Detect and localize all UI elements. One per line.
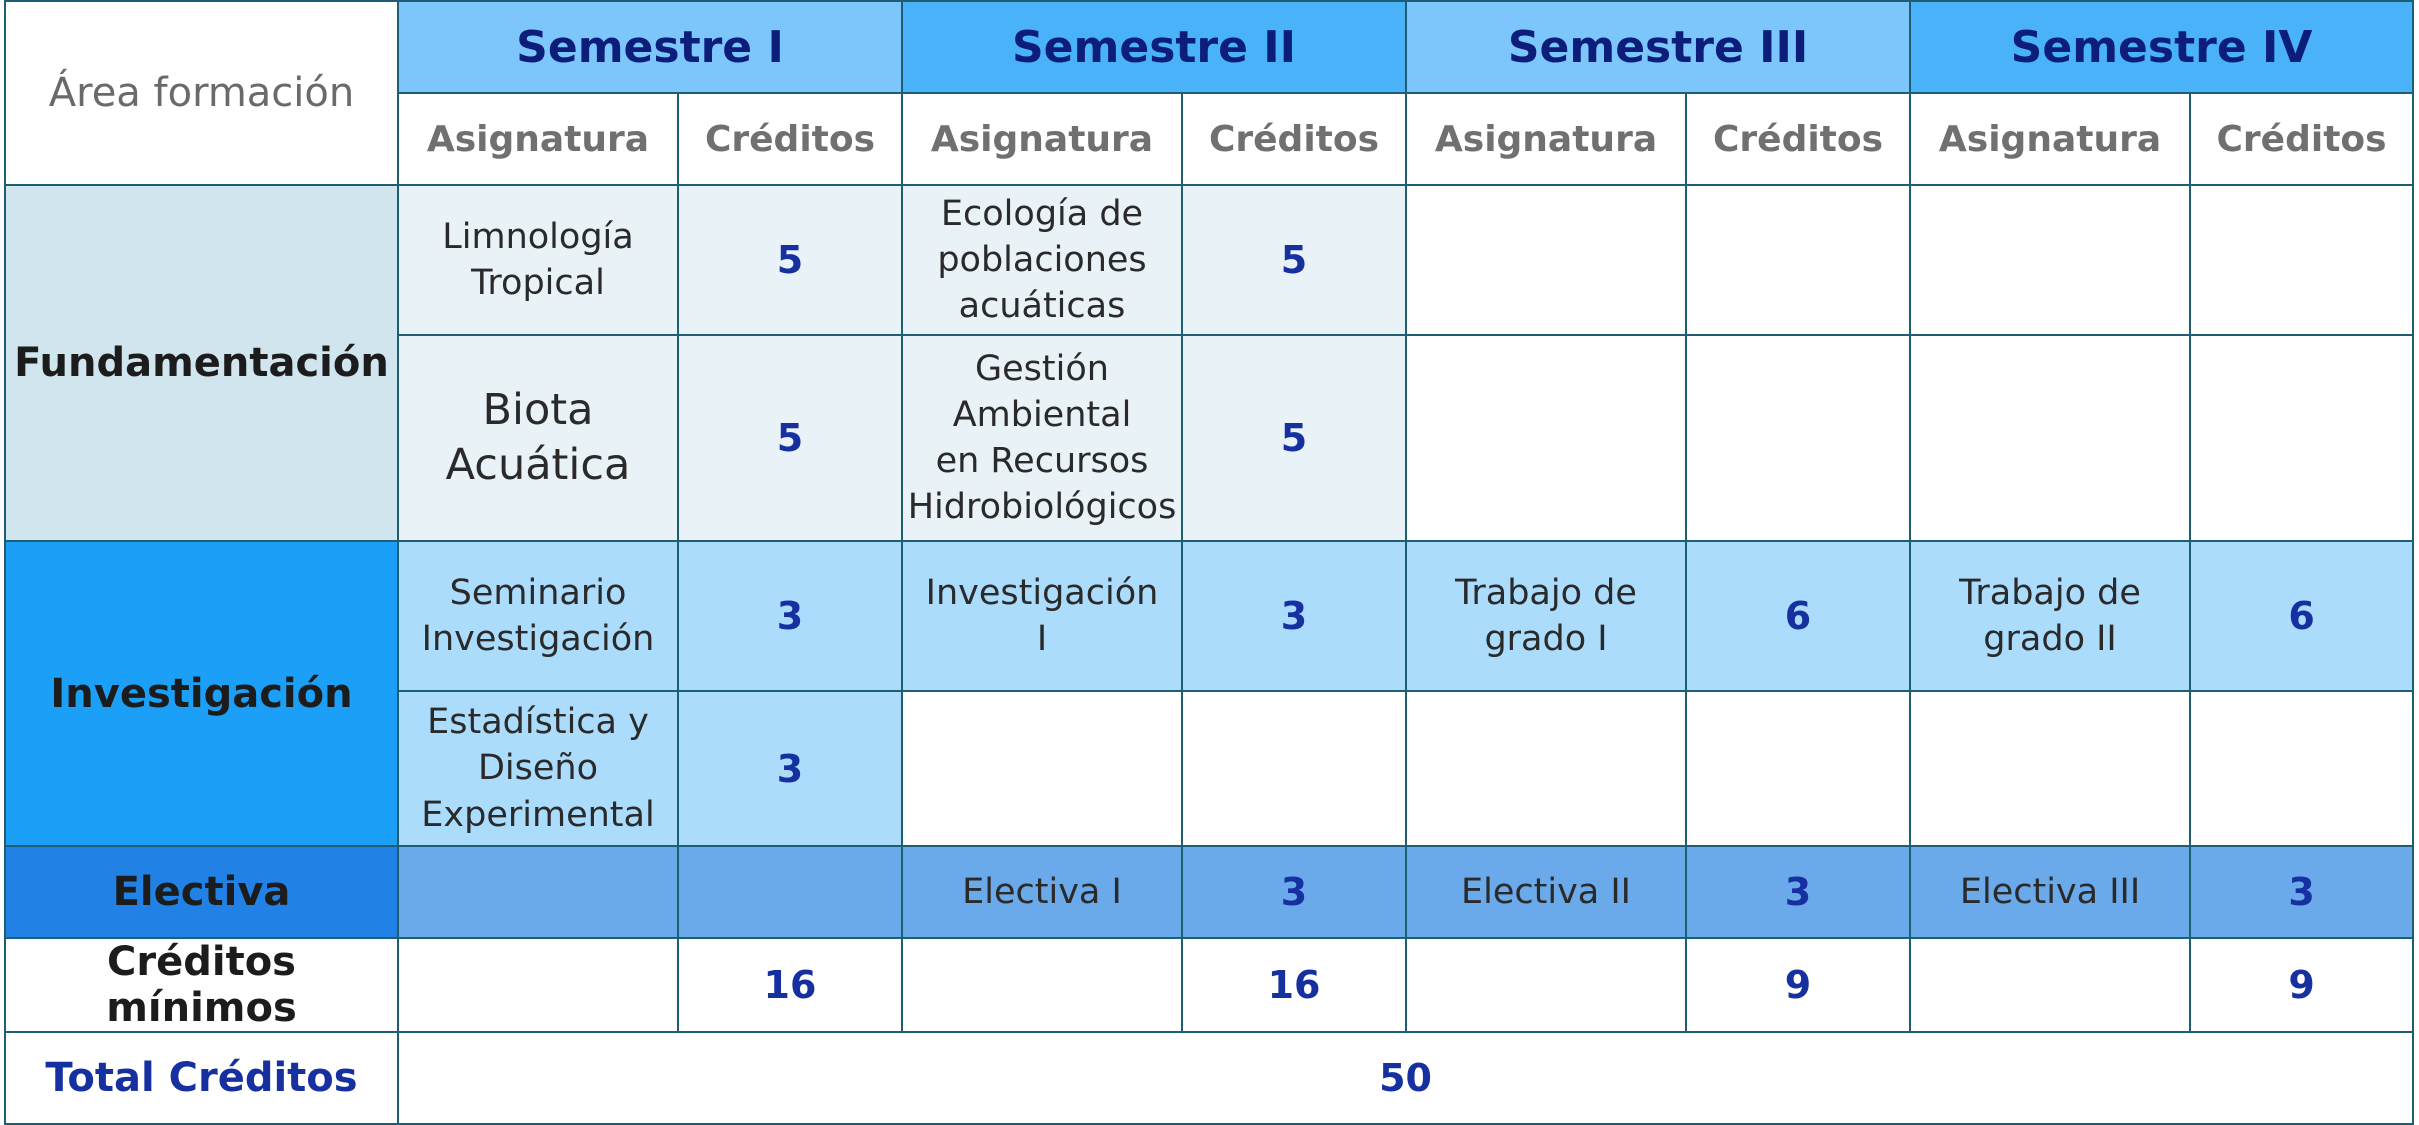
subject-cell <box>1406 846 1686 938</box>
subject-name: Trabajo de grado II <box>1959 572 2141 659</box>
semester-4-header: Semestre IV <box>1910 1 2413 93</box>
minimum-credits-value: 16 <box>678 938 902 1032</box>
empty-cell <box>1686 335 1910 541</box>
semester-1-header: Semestre I <box>398 1 902 93</box>
minimum-credits-value: 16 <box>1182 938 1406 1032</box>
empty-cell <box>398 938 678 1032</box>
subject-name: Electiva III <box>1959 871 2141 912</box>
credits-cell: 3 <box>678 541 902 691</box>
credits-cell: 6 <box>1686 541 1910 691</box>
subject-column-header: Asignatura <box>398 93 678 185</box>
total-credits-row <box>5 1032 2413 1124</box>
subject-name: Investigación I <box>925 572 1159 659</box>
empty-cell <box>1406 691 1686 846</box>
total-credits-value: 50 <box>398 1032 2413 1124</box>
total-credits-label: Total Créditos <box>5 1032 398 1124</box>
empty-cell <box>1910 335 2190 541</box>
subject-name: Limnología Tropical <box>442 216 634 303</box>
credits-cell: 3 <box>1686 846 1910 938</box>
area-investigacion: Investigación <box>5 541 398 846</box>
credits-cell: 3 <box>678 691 902 846</box>
subject-column-header: Asignatura <box>1910 93 2190 185</box>
empty-cell <box>1910 691 2190 846</box>
credits-cell: 3 <box>1182 541 1406 691</box>
subject-column-header: Asignatura <box>902 93 1182 185</box>
empty-cell <box>678 846 902 938</box>
subject-name: Trabajo de grado I <box>1455 572 1637 659</box>
empty-cell <box>1686 185 1910 335</box>
area-fundamentacion: Fundamentación <box>5 185 398 541</box>
empty-cell <box>902 691 1182 846</box>
minimum-credits-value: 9 <box>2190 938 2413 1032</box>
table-row <box>5 185 2413 335</box>
empty-cell <box>2190 335 2413 541</box>
subject-name: Estadística y Diseño Experimental <box>421 702 655 835</box>
subject-cell <box>1406 541 1686 691</box>
table-row <box>5 541 2413 691</box>
empty-cell <box>1910 185 2190 335</box>
subject-name: Seminario Investigación <box>421 572 655 659</box>
empty-cell <box>398 846 678 938</box>
credits-column-header: Créditos <box>678 93 902 185</box>
subject-cell <box>398 185 678 335</box>
subject-cell <box>902 541 1182 691</box>
minimum-credits-label: Créditos mínimos <box>5 938 398 1032</box>
empty-cell <box>1686 691 1910 846</box>
subject-cell <box>902 335 1182 541</box>
credits-column-header: Créditos <box>2190 93 2413 185</box>
credits-cell: 5 <box>678 185 902 335</box>
semester-3-header: Semestre III <box>1406 1 1910 93</box>
subject-cell <box>1910 846 2190 938</box>
semester-2-header: Semestre II <box>902 1 1406 93</box>
subject-name: Electiva II <box>1461 871 1632 912</box>
credits-cell: 3 <box>2190 846 2413 938</box>
table-row <box>5 846 2413 938</box>
subject-cell <box>902 185 1182 335</box>
subject-cell <box>398 541 678 691</box>
credits-cell: 3 <box>1182 846 1406 938</box>
area-electiva: Electiva <box>5 846 398 938</box>
minimum-credits-row <box>5 938 2413 1032</box>
credits-cell: 6 <box>2190 541 2413 691</box>
empty-cell <box>1406 185 1686 335</box>
empty-cell <box>1406 335 1686 541</box>
curriculum-table <box>4 0 2414 1125</box>
empty-cell <box>1910 938 2190 1032</box>
semester-header-row <box>5 1 2413 93</box>
empty-cell <box>2190 185 2413 335</box>
credits-column-header: Créditos <box>1686 93 1910 185</box>
subject-name: Biota Acuática <box>445 384 631 490</box>
subject-cell <box>398 335 678 541</box>
subject-cell <box>398 691 678 846</box>
subject-cell <box>1910 541 2190 691</box>
subject-cell <box>902 846 1182 938</box>
subject-column-header: Asignatura <box>1406 93 1686 185</box>
minimum-credits-value: 9 <box>1686 938 1910 1032</box>
empty-cell <box>2190 691 2413 846</box>
credits-column-header: Créditos <box>1182 93 1406 185</box>
empty-cell <box>902 938 1182 1032</box>
credits-cell: 5 <box>678 335 902 541</box>
area-formacion-header: Área formación <box>5 1 398 185</box>
subject-name: Gestión Ambiental en Recursos Hidrobiológicos <box>907 348 1177 528</box>
subject-name: Electiva I <box>962 871 1122 912</box>
credits-cell: 5 <box>1182 185 1406 335</box>
empty-cell <box>1406 938 1686 1032</box>
credits-cell: 5 <box>1182 335 1406 541</box>
subject-name: Ecología de poblaciones acuáticas <box>937 193 1147 327</box>
empty-cell <box>1182 691 1406 846</box>
